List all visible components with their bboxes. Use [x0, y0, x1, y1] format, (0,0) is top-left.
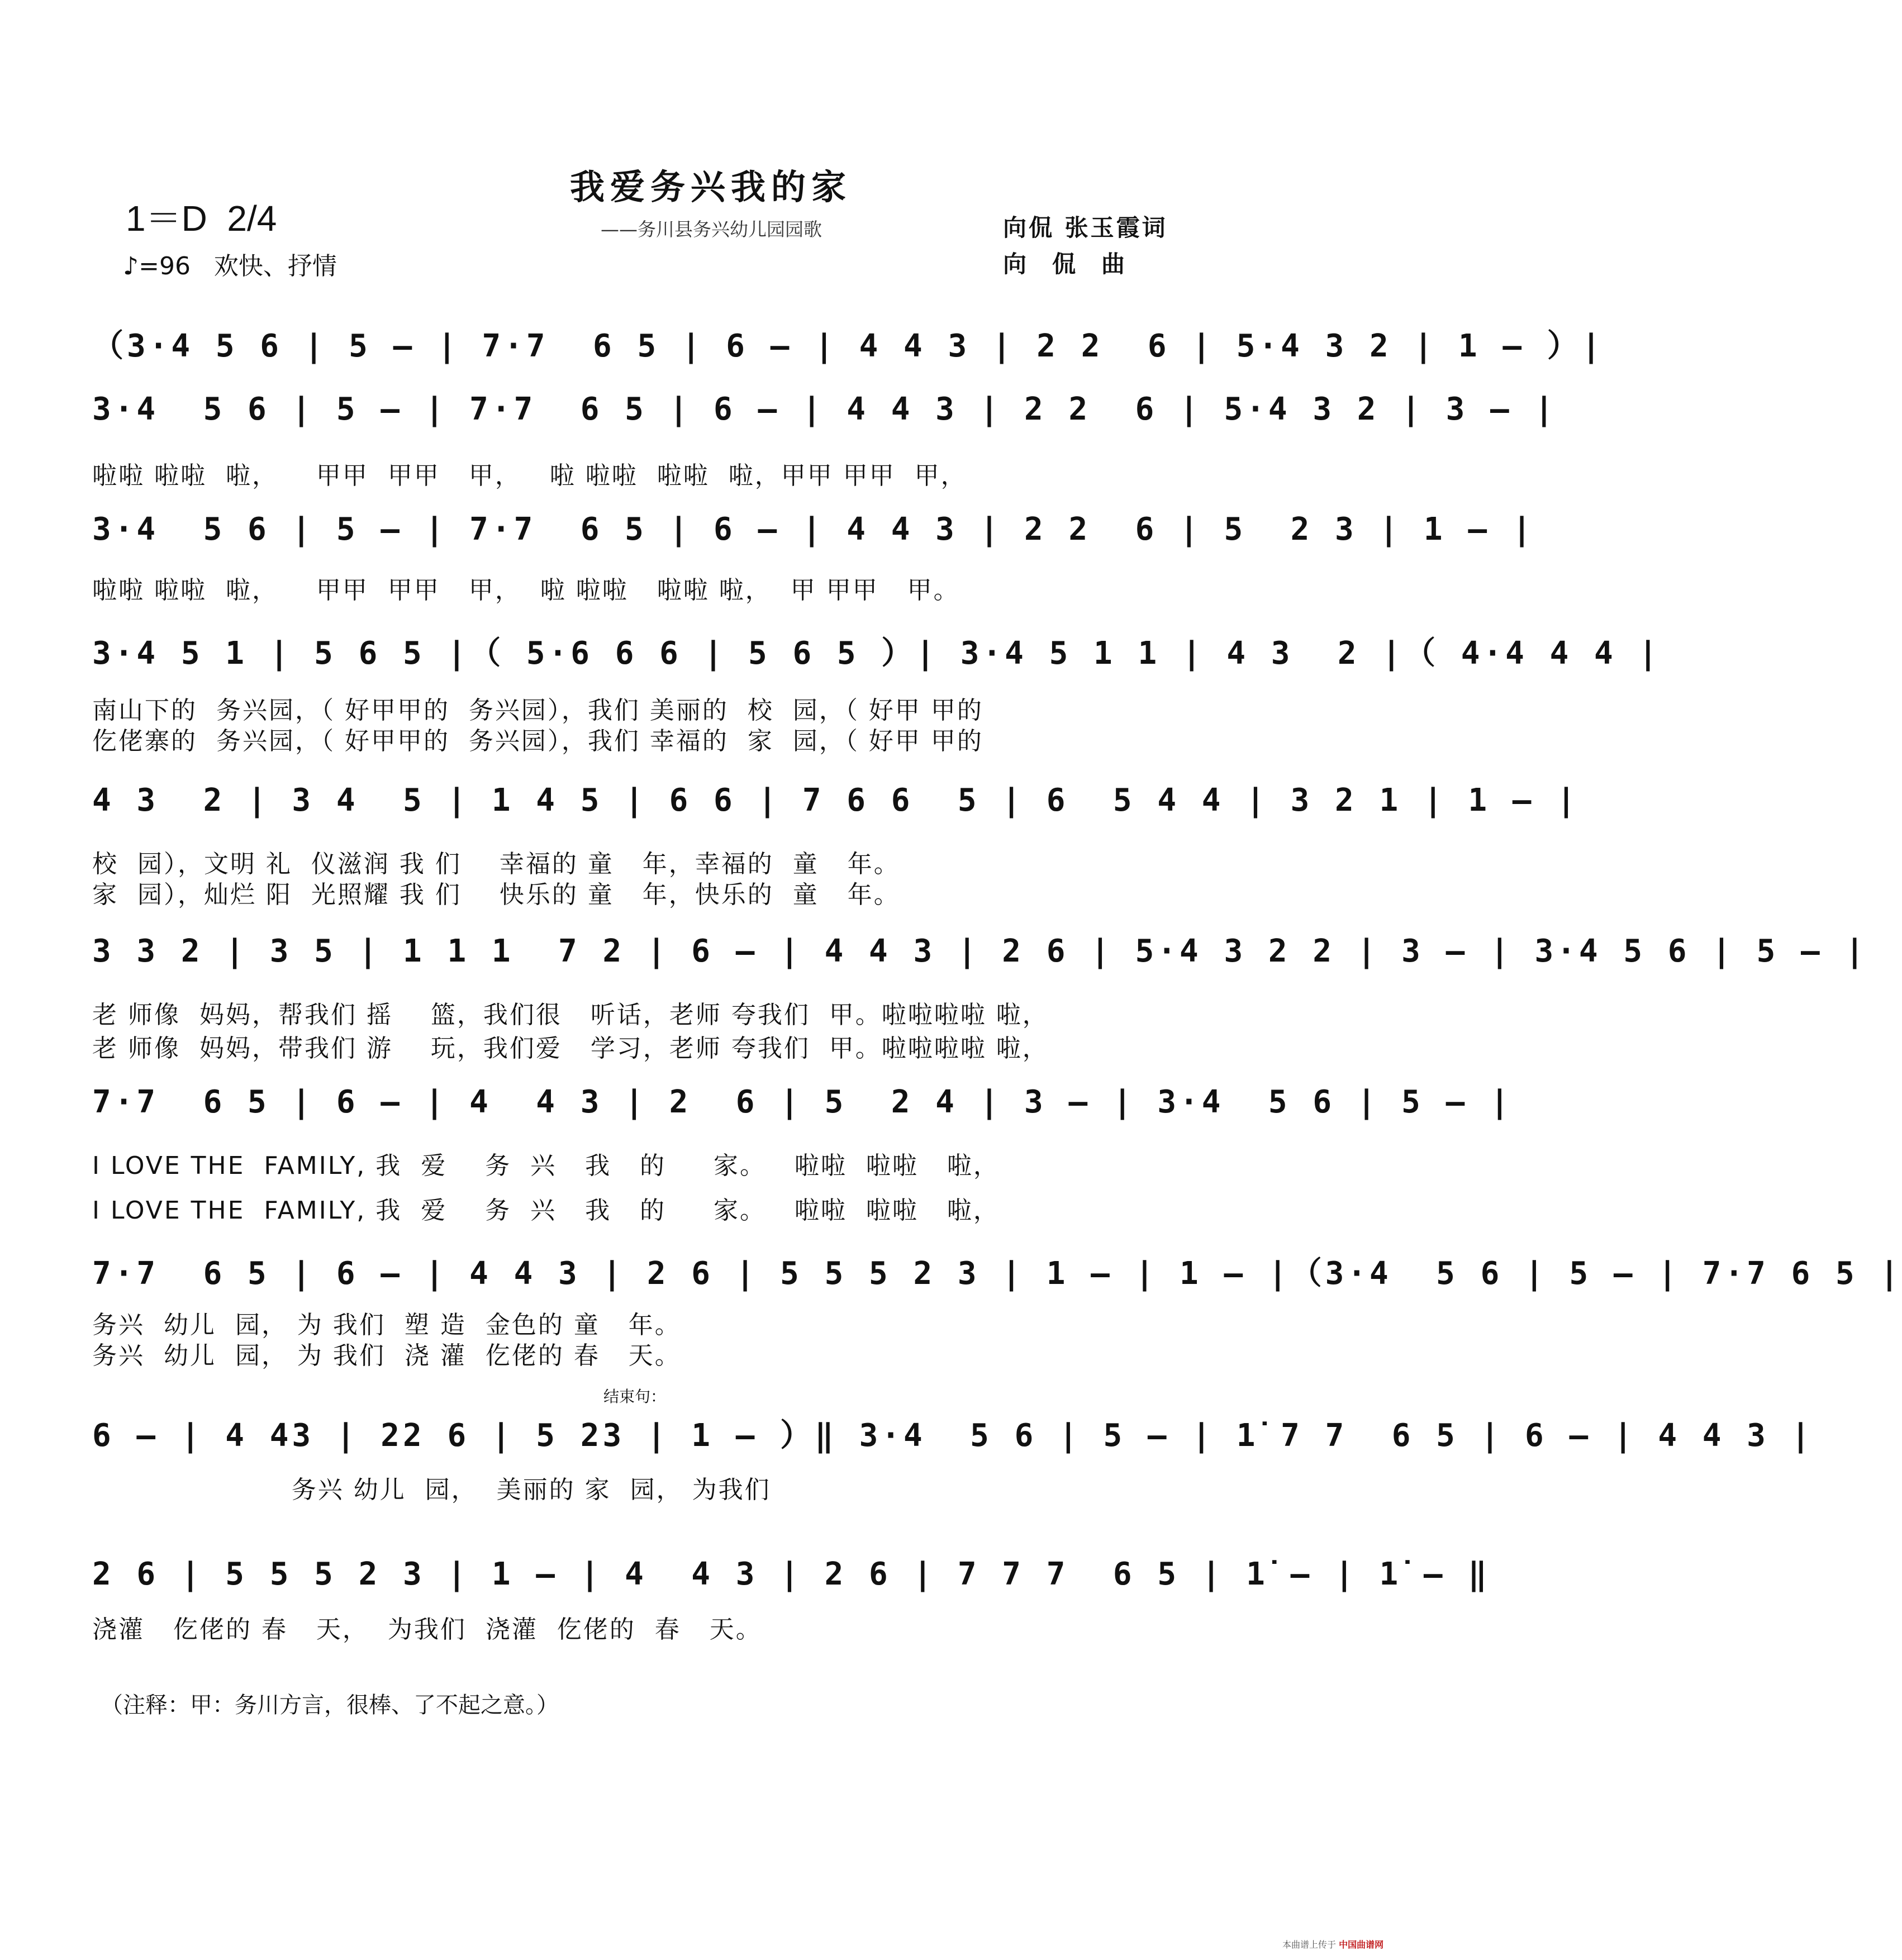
notation-line-6: 3 3 2 | 3 5 | 1 1 1 7 2 | 6 – | 4 4 3 | 2 6 | 5·4 3 2 2 | 3 – | 3·4 5 6 | 5 – |: [92, 933, 1868, 969]
watermark-brand: 中国曲谱网: [1339, 1939, 1384, 1950]
watermark-text: 本曲谱上传于: [1282, 1939, 1337, 1950]
notation-line-10: 2 6 | 5 5 5 2 3 | 1 – | 4 4 3 | 2 6 | 7 7 7 6 5 | 1̇ – | 1̇ – ‖: [92, 1556, 1491, 1592]
notation-line-4: 3·4 5 1 | 5 6 5 |（ 5·6 6 6 | 5 6 5 ）| 3·4 5 1 1 | 4 3 2 |（ 4·4 4 4 |: [92, 635, 1661, 672]
notation-line-1: （3·4 5 6 | 5 – | 7·7 6 5 | 6 – | 4 4 3 | 2 2 6 | 5·4 3 2 | 1 – ）|: [92, 328, 1604, 364]
notation-line-5: 4 3 2 | 3 4 5 | 1 4 5 | 6 6 | 7 6 6 5 | 6 5 4 4 | 3 2 1 | 1 – |: [92, 782, 1579, 819]
lyric-line-8-verse-2: 务兴 幼儿 园， 为 我们 浇 灌 仡佬的 春 天。: [92, 1341, 681, 1370]
song-subtitle: ——务川县务兴幼儿园园歌: [601, 218, 822, 240]
notation-line-7: 7·7 6 5 | 6 – | 4 4 3 | 2 6 | 5 2 4 | 3 – | 3·4 5 6 | 5 – |: [92, 1084, 1513, 1120]
lyric-line-8-verse-1: 务兴 幼儿 园， 为 我们 塑 造 金色的 童 年。: [92, 1311, 681, 1339]
song-title: 我爱务兴我的家: [570, 166, 852, 207]
lyric-line-5-verse-2: 家 园），灿烂 阳 光照耀 我 们 快乐的 童 年，快乐的 童 年。: [92, 881, 900, 909]
lyric-line-5-verse-1: 校 园），文明 礼 仪滋润 我 们 幸福的 童 年，幸福的 童 年。: [92, 850, 900, 878]
notation-line-9: 6 – | 4 43 | 22 6 | 5 23 | 1 – ）‖ 3·4 5 6 | 5 – | 1̇ 7 7 6 5 | 6 – | 4 4 3 |: [92, 1417, 1814, 1454]
lyricist-credit: 向侃 张玉霞词: [1003, 214, 1168, 241]
lyric-line-4-verse-1: 南山下的 务兴园，（ 好甲甲的 务兴园），我们 美丽的 校 园，（ 好甲 甲的: [92, 696, 983, 725]
lyric-line-4-verse-2: 仡佬寨的 务兴园，（ 好甲甲的 务兴园），我们 幸福的 家 园，（ 好甲 甲的: [92, 727, 983, 755]
lyric-line-6-verse-1: 老 师像 妈妈，帮我们 摇 篮，我们很 听话，老师 夸我们 甲。啦啦啦啦 啦，: [92, 1001, 1049, 1029]
tempo-marking: ♪=96 欢快、抒情: [123, 252, 337, 280]
lyric-line-10: 浇灌 仡佬的 春 天， 为我们 浇灌 仡佬的 春 天。: [92, 1615, 762, 1644]
lyric-line-2: 啦啦 啦啦 啦， 甲甲 甲甲 甲， 啦 啦啦 啦啦 啦，甲甲 甲甲 甲，: [92, 462, 967, 490]
lyric-line-9: 务兴 幼儿 园， 美丽的 家 园， 为我们: [92, 1476, 771, 1504]
lyric-line-6-verse-2: 老 师像 妈妈，带我们 游 玩，我们爱 学习，老师 夸我们 甲。啦啦啦啦 啦，: [92, 1034, 1049, 1063]
key-time-signature: 1＝D 2/4: [126, 198, 277, 239]
composer-credit: 向侃曲: [1003, 250, 1151, 278]
notation-line-3: 3·4 5 6 | 5 – | 7·7 6 5 | 6 – | 4 4 3 | 2 2 6 | 5 2 3 | 1 – |: [92, 511, 1535, 548]
notation-line-8: 7·7 6 5 | 6 – | 4 4 3 | 2 6 | 5 5 5 2 3 | 1 – | 1 – |（3·4 5 6 | 5 – | 7·7 6 5 |: [92, 1255, 1902, 1292]
source-watermark: [1282, 1938, 1383, 1951]
lyric-line-7-verse-2: I LOVE THE FAMILY, 我 爱 务 兴 我 的 家。 啦啦 啦啦 啦，: [92, 1196, 1000, 1225]
lyric-line-3: 啦啦 啦啦 啦， 甲甲 甲甲 甲， 啦 啦啦 啦啦 啦， 甲 甲甲 甲。: [92, 576, 960, 605]
ending-label: 结束句：: [603, 1387, 667, 1406]
lyric-line-7-verse-1: I LOVE THE FAMILY, 我 爱 务 兴 我 的 家。 啦啦 啦啦 啦，: [92, 1152, 1000, 1180]
footnote: （注释：甲：务川方言，很棒、了不起之意。）: [101, 1692, 559, 1718]
notation-line-2: 3·4 5 6 | 5 – | 7·7 6 5 | 6 – | 4 4 3 | 2 2 6 | 5·4 3 2 | 3 – |: [92, 391, 1557, 427]
